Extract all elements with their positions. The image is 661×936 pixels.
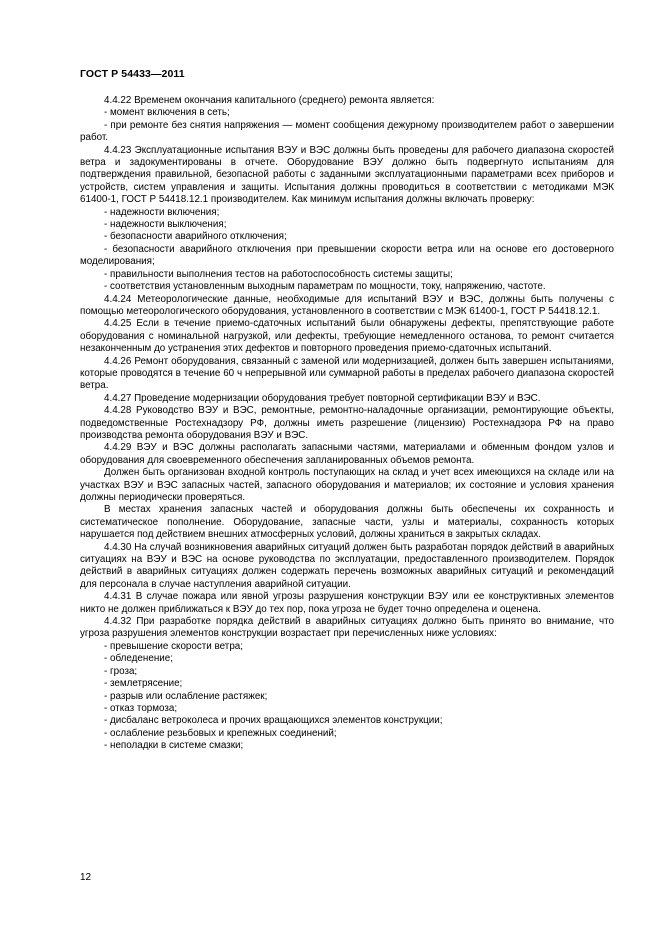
document-body [80,95,614,753]
list-item: - правильности выполнения тестов на работоспособность системы защиты; [104,268,453,280]
list-item: - неполадки в системе смазки; [104,740,244,752]
list-item: - безопасности аварийного отключения при превышении скорости ветра или на основе его достоверного моделирования; [80,243,614,268]
page-number: 12 [80,872,92,883]
list-item: - обледенение; [104,653,173,665]
paragraph: 4.4.27 Проведение модернизации оборудования требует повторной сертификации ВЭУ и ВЭС. [104,392,541,404]
list-item: - надежности включения; [104,206,220,218]
paragraph: 4.4.26 Ремонт оборудования, связанный с заменой или модернизацией, должен быть завершен испытаниями, которые проводятся в течение 60 ч непрерывной или суммарной работы в пределах рабочего диапазона скоростей ветра. [80,355,614,392]
paragraph: В местах хранения запасных частей и оборудования должны быть обеспечены их сохранность и систематическое пополнение. Оборудование, запасные части, узлы и материалы, сохранность которых нарушается под действием внешних атмосферных условий, должны храниться в закрытых складах. [80,504,614,541]
list-item: - соответствия установленным выходным параметрам по мощности, току, напряжению, частоте. [104,281,546,293]
list-item: - разрыв или ослабление растяжек; [104,690,268,702]
paragraph: 4.4.31 В случае пожара или явной угрозы разрушения конструкции ВЭУ или ее конструктивных элементов никто не должен приближаться к ВЭУ до тех пор, пока угроза не будет точно определена и оценена. [80,591,614,615]
paragraph: 4.4.29 ВЭУ и ВЭС должны располагать запасными частями, материалами и обменным фондом узлов и оборудования для своевременного обеспечения запланированных объемов ремонта. [80,442,614,466]
list-item: - землетрясение; [104,678,183,690]
list-item: - превышение скорости ветра; [104,640,243,652]
list-item: - при ремонте без снятия напряжения — момент сообщения дежурному производителем работ о завершении работ. [80,119,614,144]
list-item: - отказ тормоза; [104,702,178,714]
list-item: - момент включения в сеть; [104,107,230,119]
paragraph: 4.4.24 Метеорологические данные, необходимые для испытаний ВЭУ и ВЭС, должны быть получены с помощью метеорологического оборудования, установленного в соответствии с МЭК 61400-1, ГОСТ Р 54418.12.1. [80,293,614,317]
paragraph: 4.4.25 Если в течение приемо-сдаточных испытаний были обнаружены дефекты, препятствующие работе оборудования с номинальной нагрузкой, или дефекты, требующие немедленного останова, то ремонт считается незаконченным до устранения этих дефектов и повторного проведения приемо-сдаточных испытаний. [80,318,614,355]
list-item: - надежности выключения; [104,219,227,231]
paragraph: 4.4.32 При разработке порядка действий в аварийных ситуациях должно быть принято во внимание, что угроза разрушения элементов конструкции возрастает при перечисленных ниже условиях: [80,616,614,640]
paragraph: Должен быть организован входной контроль поступающих на склад и учет всех имеющихся на складе или на участках ВЭУ и ВЭС запасных частей, запасного оборудования и материалов; их состояние и условия хранения должны периодически проверяться. [80,467,614,503]
paragraph: 4.4.22 Временем окончания капитального (среднего) ремонта является: [104,95,435,106]
paragraph: 4.4.28 Руководство ВЭУ и ВЭС, ремонтные, ремонтно-наладочные организации, ремонтирующие объекты, подведомственные Ростехнадзору РФ, должны иметь разрешение (лицензию) Ростехнадзора РФ на право производства ремонта оборудования ВЭУ и ВЭС. [80,405,614,441]
list-item: - ослабление резьбовых и крепежных соединений; [104,727,337,739]
list-item: - дисбаланс ветроколеса и прочих вращающихся элементов конструкции; [104,715,443,727]
standard-code-header: ГОСТ Р 54433—2011 [80,68,185,80]
list-item: - безопасности аварийного отключения; [104,231,287,243]
paragraph: 4.4.23 Эксплуатационные испытания ВЭУ и ВЭС должны быть проведены для рабочего диапазона скоростей ветра и задокументированы в отчете. Оборудование ВЭУ должно быть подвергнуто испытаниям для подтверждения правильной, безопасной работы с заданными эксплуатационными параметрами всех приборов и устройств, систем управления и защиты. Испытания должны проводиться в соответствии с методиками МЭК 61400-1, ГОСТ Р 54418.12.1 производителем. Как минимум испытания должны включать проверку: [80,144,614,206]
paragraph: 4.4.30 На случай возникновения аварийных ситуаций должен быть разработан порядок действий в аварийных ситуациях на ВЭУ и ВЭС на основе руководства по эксплуатации, предоставленного производителем. Порядок действий в аварийных ситуациях должен содержать перечень возможных аварийных ситуаций и рекомендаций для персонала в случае наступления аварийной ситуации. [80,541,614,590]
list-item: - гроза; [104,665,138,677]
